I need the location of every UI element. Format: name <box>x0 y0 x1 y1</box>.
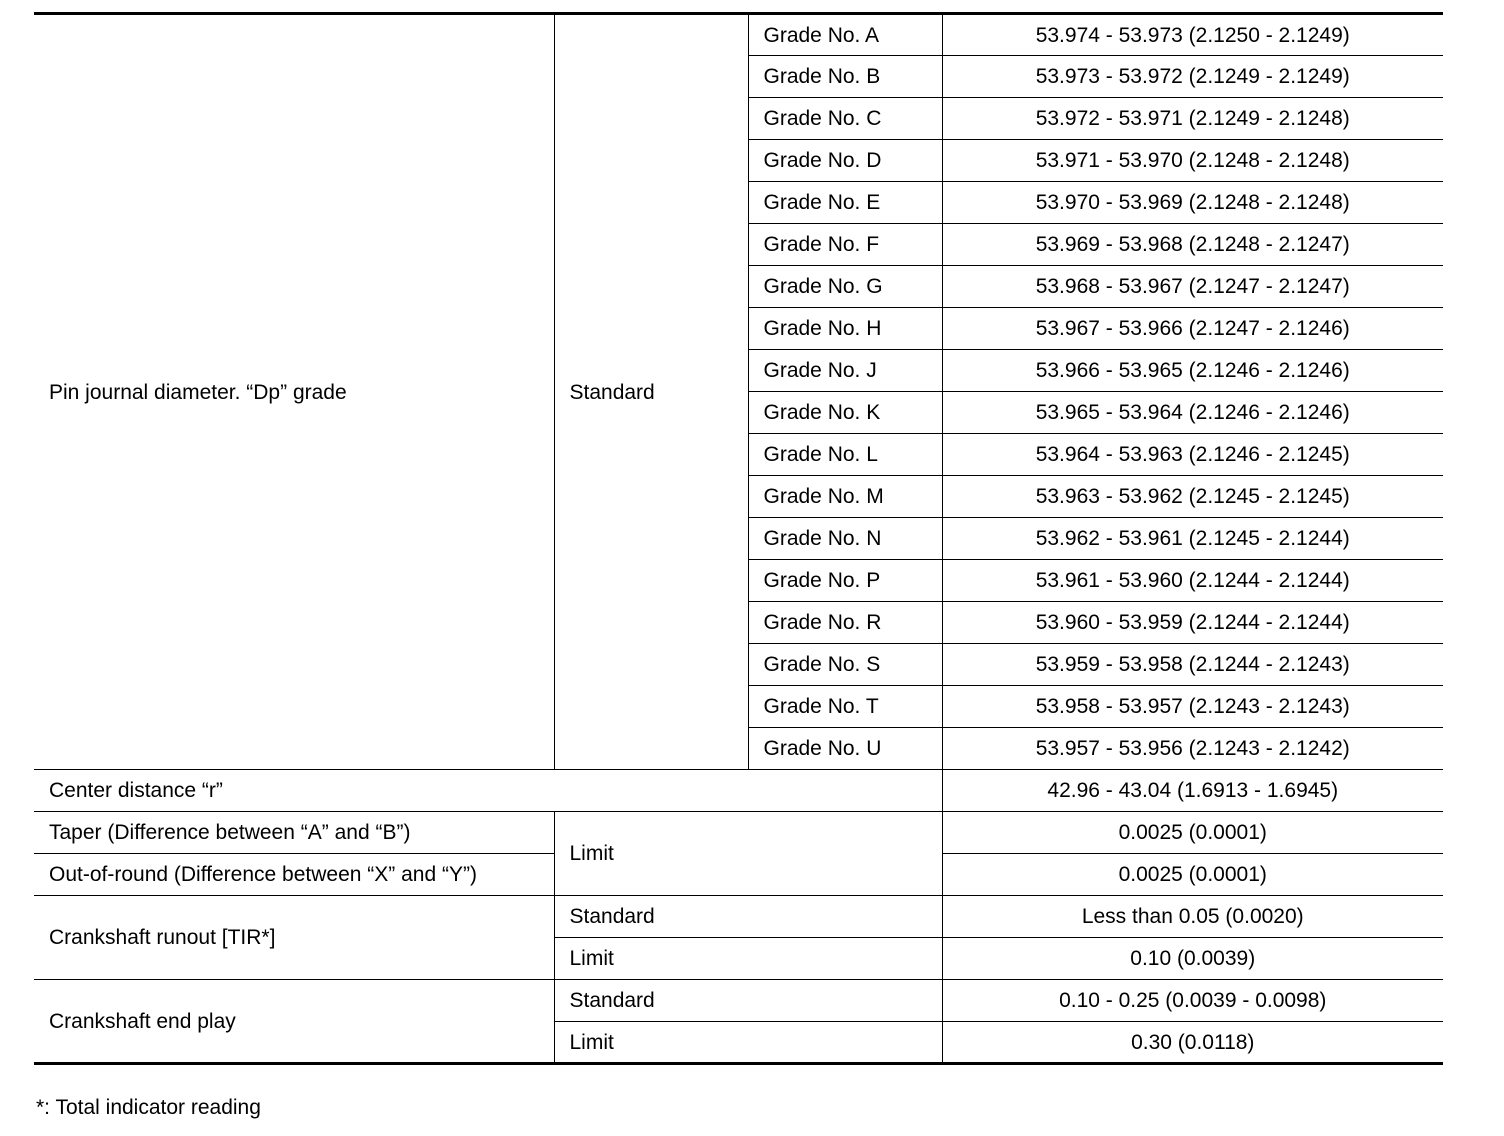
end-play-standard-row <box>34 980 1443 1022</box>
pin-journal-class: Standard <box>554 14 748 770</box>
runout-standard-label: Standard <box>554 896 942 938</box>
grade-value: 53.966 - 53.965 (2.1246 - 2.1246) <box>942 350 1443 392</box>
grade-label: Grade No. H <box>748 308 942 350</box>
out-of-round-value: 0.0025 (0.0001) <box>942 854 1443 896</box>
grade-value: 53.962 - 53.961 (2.1245 - 2.1244) <box>942 518 1443 560</box>
runout-limit-value: 0.10 (0.0039) <box>942 938 1443 980</box>
end-play-label: Crankshaft end play <box>34 980 554 1064</box>
end-play-standard-value: 0.10 - 0.25 (0.0039 - 0.0098) <box>942 980 1443 1022</box>
grade-label: Grade No. F <box>748 224 942 266</box>
grade-value: 53.971 - 53.970 (2.1248 - 2.1248) <box>942 140 1443 182</box>
grade-value: 53.958 - 53.957 (2.1243 - 2.1243) <box>942 686 1443 728</box>
grade-value: 53.959 - 53.958 (2.1244 - 2.1243) <box>942 644 1443 686</box>
grade-label: Grade No. R <box>748 602 942 644</box>
grade-label: Grade No. D <box>748 140 942 182</box>
grade-value: 53.974 - 53.973 (2.1250 - 2.1249) <box>942 14 1443 56</box>
grade-value: 53.973 - 53.972 (2.1249 - 2.1249) <box>942 56 1443 98</box>
grade-value: 53.960 - 53.959 (2.1244 - 2.1244) <box>942 602 1443 644</box>
taper-oor-class: Limit <box>554 812 942 896</box>
runout-label: Crankshaft runout [TIR*] <box>34 896 554 980</box>
grade-value: 53.965 - 53.964 (2.1246 - 2.1246) <box>942 392 1443 434</box>
out-of-round-label: Out-of-round (Difference between “X” and “Y”) <box>34 854 554 896</box>
grade-row <box>34 14 1443 56</box>
grade-value: 53.961 - 53.960 (2.1244 - 2.1244) <box>942 560 1443 602</box>
grade-label: Grade No. E <box>748 182 942 224</box>
grade-label: Grade No. T <box>748 686 942 728</box>
grade-value: 53.968 - 53.967 (2.1247 - 2.1247) <box>942 266 1443 308</box>
crankshaft-spec-table <box>34 12 1443 1065</box>
grade-label: Grade No. C <box>748 98 942 140</box>
runout-standard-row <box>34 896 1443 938</box>
grade-label: Grade No. S <box>748 644 942 686</box>
end-play-limit-label: Limit <box>554 1022 942 1064</box>
grade-label: Grade No. N <box>748 518 942 560</box>
center-distance-value: 42.96 - 43.04 (1.6913 - 1.6945) <box>942 770 1443 812</box>
end-play-standard-label: Standard <box>554 980 942 1022</box>
grade-value: 53.972 - 53.971 (2.1249 - 2.1248) <box>942 98 1443 140</box>
pin-journal-label: Pin journal diameter. “Dp” grade <box>34 14 554 770</box>
grade-label: Grade No. U <box>748 728 942 770</box>
footnote: *: Total indicator reading <box>36 1096 261 1119</box>
grade-label: Grade No. L <box>748 434 942 476</box>
grade-label: Grade No. M <box>748 476 942 518</box>
grade-label: Grade No. P <box>748 560 942 602</box>
end-play-limit-value: 0.30 (0.0118) <box>942 1022 1443 1064</box>
runout-standard-value: Less than 0.05 (0.0020) <box>942 896 1443 938</box>
center-distance-label: Center distance “r” <box>34 770 942 812</box>
grade-label: Grade No. G <box>748 266 942 308</box>
grade-value: 53.964 - 53.963 (2.1246 - 2.1245) <box>942 434 1443 476</box>
runout-limit-label: Limit <box>554 938 942 980</box>
grade-value: 53.963 - 53.962 (2.1245 - 2.1245) <box>942 476 1443 518</box>
grade-label: Grade No. A <box>748 14 942 56</box>
grade-value: 53.957 - 53.956 (2.1243 - 2.1242) <box>942 728 1443 770</box>
grade-label: Grade No. K <box>748 392 942 434</box>
grade-label: Grade No. J <box>748 350 942 392</box>
taper-label: Taper (Difference between “A” and “B”) <box>34 812 554 854</box>
grade-value: 53.967 - 53.966 (2.1247 - 2.1246) <box>942 308 1443 350</box>
grade-value: 53.970 - 53.969 (2.1248 - 2.1248) <box>942 182 1443 224</box>
center-distance-row <box>34 770 1443 812</box>
taper-value: 0.0025 (0.0001) <box>942 812 1443 854</box>
grade-label: Grade No. B <box>748 56 942 98</box>
grade-value: 53.969 - 53.968 (2.1248 - 2.1247) <box>942 224 1443 266</box>
taper-row <box>34 812 1443 854</box>
